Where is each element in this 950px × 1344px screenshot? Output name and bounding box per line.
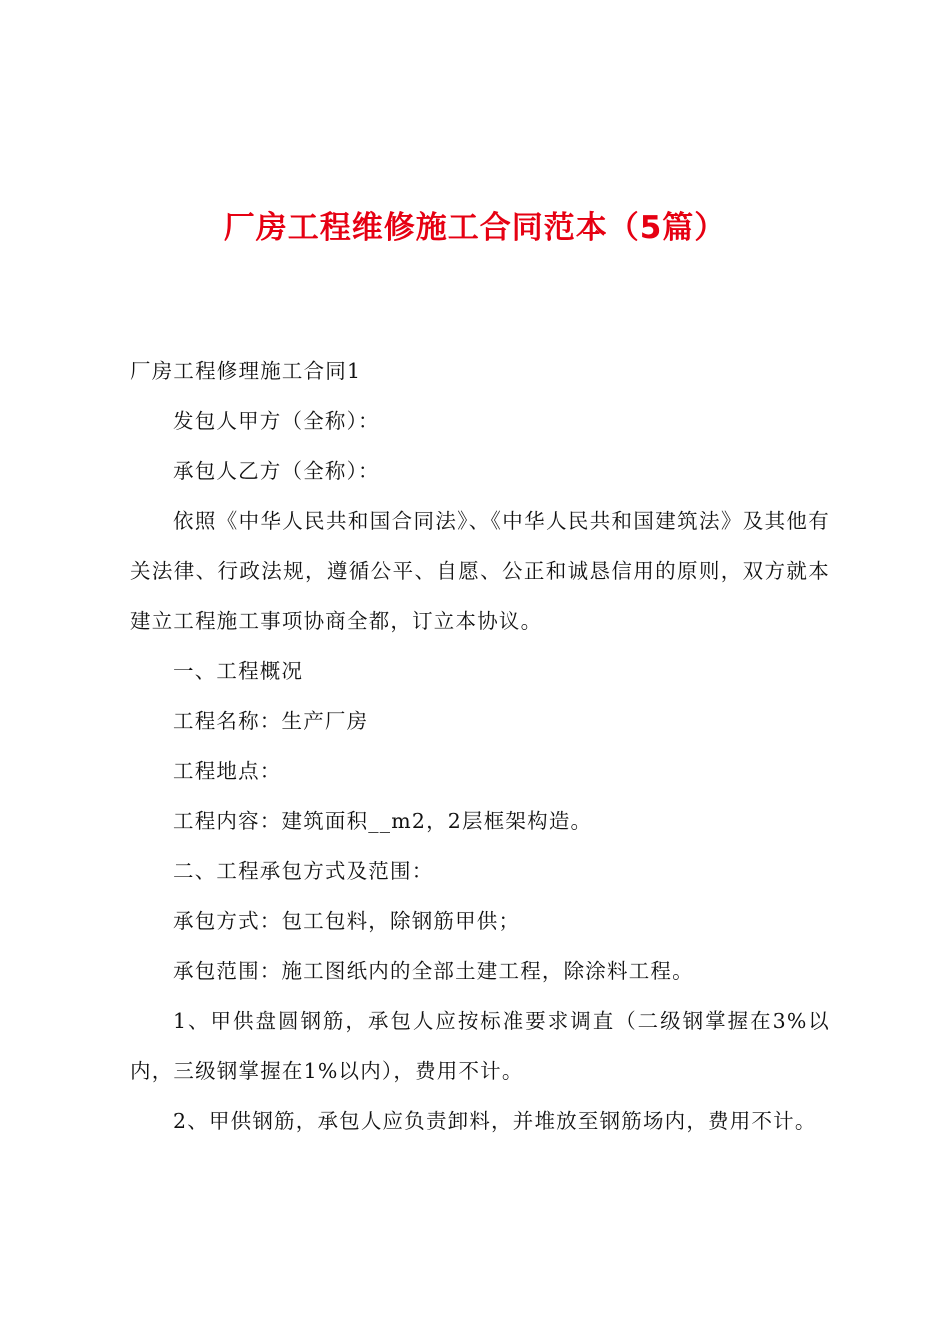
clause-2-paragraph: 2、甲供钢筋，承包人应负责卸料，并堆放至钢筋场内，费用不计。 [173,1109,817,1133]
clause-1-paragraph: 1、甲供盘圆钢筋，承包人应按标准要求调直（二级钢掌握在3%以内，三级钢掌握在1%以内），费用不计。 [130,1009,830,1083]
document-body [130,346,830,1146]
contract-heading: 厂房工程修理施工合同1 [130,359,362,383]
project-location-line: 工程地点： [173,759,282,783]
section-heading-scope: 二、工程承包方式及范围： [173,859,434,883]
contract-scope-line: 承包范围：施工图纸内的全部土建工程，除涂料工程。 [173,959,694,983]
party-a-line: 发包人甲方（全称）： [173,409,380,433]
project-content-line: 工程内容：建筑面积__m2，2层框架构造。 [173,809,593,833]
project-name-line: 工程名称：生产厂房 [173,709,369,733]
contract-method-line: 承包方式：包工包料，除钢筋甲供； [173,909,521,933]
party-b-line: 承包人乙方（全称）： [173,459,380,483]
document-title: 厂房工程维修施工合同范本（5篇） [223,210,727,246]
preamble-paragraph: 依照《中华人民共和国合同法》、《中华人民共和国建筑法》及其他有关法律、行政法规，遵循公平、自愿、公正和诚恳信用的原则，双方就本建立工程施工事项协商全都，订立本协议。 [130,509,830,633]
section-heading-overview: 一、工程概况 [173,659,304,683]
